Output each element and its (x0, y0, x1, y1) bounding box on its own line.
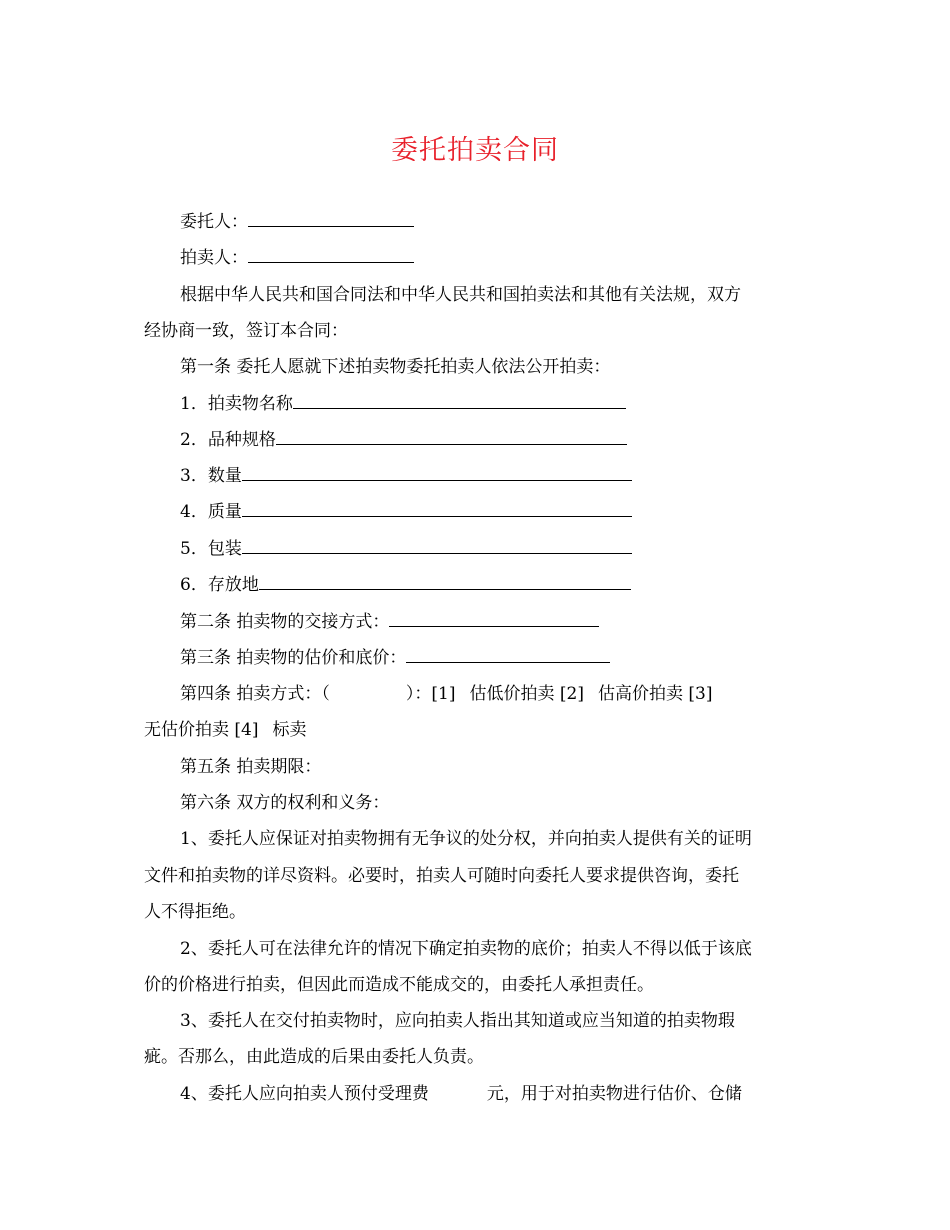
principal-line (180, 211, 414, 233)
item-label: 2．品种规格 (180, 430, 276, 450)
article-2-text: 第二条 拍卖物的交接方式： (180, 612, 390, 632)
document-title: 委托拍卖合同 (391, 135, 559, 166)
clause-1-line-2: 文件和拍卖物的详尽资料。必要时，拍卖人可随时向委托人要求提供咨询，委托 (144, 866, 739, 886)
item-row (180, 538, 632, 560)
item-blank[interactable] (259, 575, 631, 590)
item-row (180, 465, 632, 487)
preamble-line-1: 根据中华人民共和国合同法和中华人民共和国拍卖法和其他有关法规，双方 (180, 285, 741, 305)
item-row (180, 429, 627, 451)
auctioneer-label: 拍卖人： (180, 248, 248, 268)
item-row (180, 393, 626, 415)
principal-label: 委托人： (180, 212, 248, 232)
article-4-option-3: 无估价拍卖 [4] (144, 720, 259, 740)
item-blank[interactable] (242, 502, 632, 517)
article-3 (180, 647, 610, 669)
item-label: 3．数量 (180, 466, 242, 486)
item-blank[interactable] (242, 539, 632, 554)
item-blank[interactable] (276, 430, 627, 445)
article-1: 第一条 委托人愿就下述拍卖物委托拍卖人依法公开拍卖： (180, 357, 611, 377)
clause-2-line-2: 价的价格进行拍卖，但因此而造成不能成交的，由委托人承担责任。 (144, 975, 654, 995)
article-4-option-4: 标卖 (272, 720, 307, 740)
article-4-option-2: 估高价拍卖 [3] (597, 684, 713, 704)
item-label: 6．存放地 (180, 575, 259, 595)
article-4-line-2 (144, 719, 306, 741)
clause-4-lead: 4、委托人应向拍卖人预付受理费 (180, 1084, 429, 1104)
article-4-option-1: 估低价拍卖 [2] (469, 684, 584, 704)
clause-3-line-1: 3、委托人在交付拍卖物时，应向拍卖人指出其知道或应当知道的拍卖物瑕 (180, 1011, 735, 1031)
principal-blank[interactable] (248, 212, 414, 227)
article-5: 第五条 拍卖期限： (180, 757, 322, 777)
clause-3-line-2: 疵。否那么，由此造成的后果由委托人负责。 (144, 1047, 484, 1067)
clause-1-line-1: 1、委托人应保证对拍卖物拥有无争议的处分权，并向拍卖人提供有关的证明 (180, 829, 752, 849)
item-label: 4．质量 (180, 502, 242, 522)
clause-2-line-1: 2、委托人可在法律允许的情况下确定拍卖物的底价；拍卖人不得以低于该底 (180, 939, 752, 959)
article-4-option-1-marker: ）：[1] (405, 684, 456, 704)
item-label: 5．包装 (180, 539, 242, 559)
article-2 (180, 611, 599, 633)
article-3-text: 第三条 拍卖物的估价和底价： (180, 648, 407, 668)
clause-4-line-1 (180, 1083, 742, 1105)
item-row (180, 501, 632, 523)
clause-4-tail: 元，用于对拍卖物进行估价、仓储 (486, 1084, 742, 1104)
article-3-blank[interactable] (406, 648, 610, 663)
item-label: 1．拍卖物名称 (180, 394, 293, 414)
item-blank[interactable] (293, 394, 626, 409)
article-6: 第六条 双方的权利和义务： (180, 793, 390, 813)
clause-1-line-3: 人不得拒绝。 (144, 902, 246, 922)
article-4-lead: 第四条 拍卖方式：（ (180, 684, 330, 704)
auctioneer-line (180, 247, 414, 269)
article-2-blank[interactable] (389, 612, 599, 627)
item-row (180, 574, 631, 596)
item-blank[interactable] (242, 466, 632, 481)
article-4-line-1 (180, 683, 712, 705)
preamble-line-2: 经协商一致，签订本合同： (144, 321, 348, 341)
auctioneer-blank[interactable] (248, 248, 414, 263)
